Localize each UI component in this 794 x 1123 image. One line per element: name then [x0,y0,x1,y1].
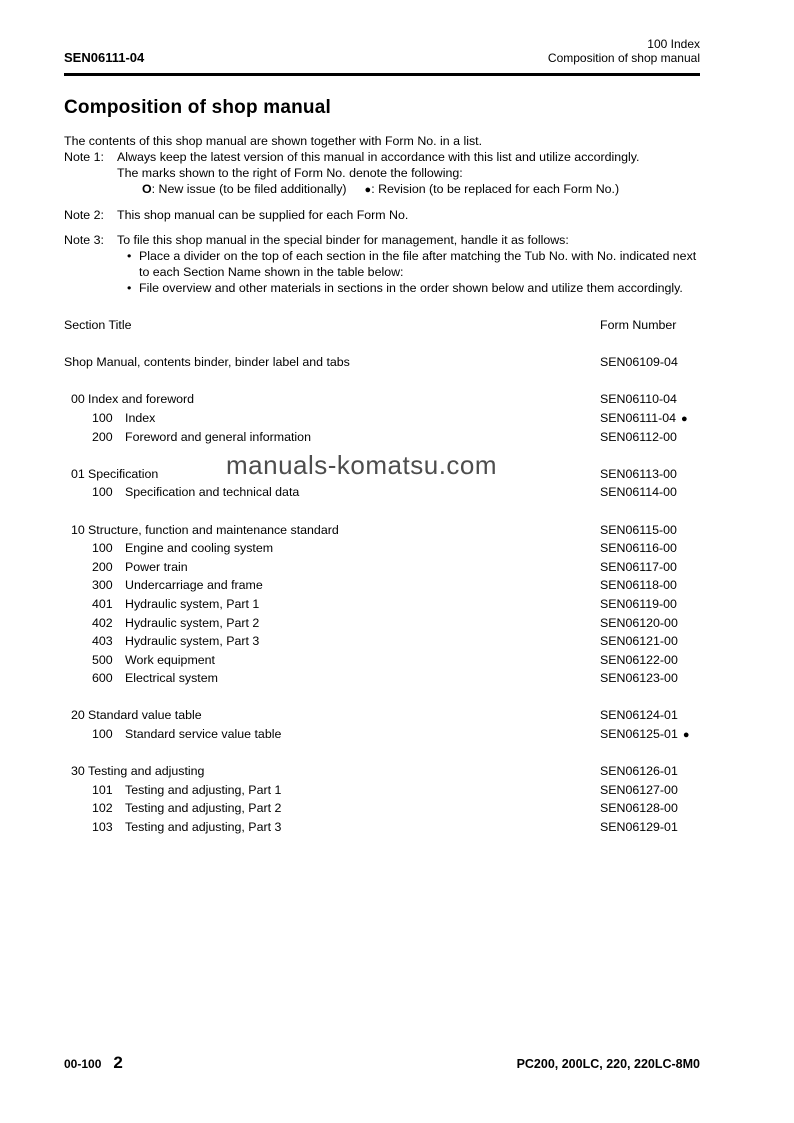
row-section-title: Structure, function and maintenance standard [88,522,339,537]
row-tab-number: 600 [92,671,113,686]
table-body [64,353,700,836]
row-section-title: Specification and technical data [125,485,300,500]
table-row [64,483,700,502]
row-form-number: SEN06109-04 [600,355,678,370]
row-section-title: Index [125,410,156,425]
table-header-row [64,316,700,335]
row-section-title: Foreword and general information [125,429,311,444]
table-row [64,725,700,744]
row-form-number: SEN06117-00 [600,559,677,574]
header-section-line2: Composition of shop manual [547,51,700,65]
row-tab-number: 200 [92,429,113,444]
table-row [64,558,700,577]
row-tab-number: 00 [71,392,85,407]
doc-number: SEN06111-04 [64,50,145,65]
row-form-number: SEN06122-00 [600,652,678,667]
row-section-title: Standard service value table [125,727,282,742]
note-1-line-1: Always keep the latest version of this manual in accordance with this list and utilize accordingly. [117,150,640,164]
row-section-title: Specification [88,466,159,481]
row-form-number: SEN06119-00 [600,596,677,611]
row-tab-number: 402 [92,615,113,630]
row-tab-number: 401 [92,596,113,611]
note-3-body [117,232,700,296]
table-row [64,818,700,837]
note-3 [64,232,700,296]
note-3-bullet-2 [117,280,700,296]
form-marker-legend [117,181,700,198]
row-section-title: Hydraulic system, Part 1 [125,596,260,611]
row-tab-number: 100 [92,727,113,742]
row-section-title: Hydraulic system, Part 3 [125,634,260,649]
row-tab-number: 100 [92,541,113,556]
row-tab-number: 500 [92,652,113,667]
table-row [64,762,700,781]
note-1-label: Note 1: [64,150,104,164]
row-tab-number: 200 [92,559,113,574]
row-tab-number: 100 [92,485,113,500]
row-tab-number: 20 [71,708,85,723]
row-tab-number: 300 [92,578,113,593]
table-row [64,390,700,409]
header-section-info [548,37,700,65]
table-row [64,353,700,372]
row-section-title: Hydraulic system, Part 2 [125,615,260,630]
row-form-number: SEN06114-00 [600,485,677,500]
note-2 [64,207,700,223]
row-tab-number: 100 [92,410,113,425]
row-tab-number: 103 [92,820,113,835]
table-row [64,706,700,725]
row-section-title: Electrical system [125,671,218,686]
row-section-title: Power train [125,559,188,574]
row-section-title: Testing and adjusting [88,764,205,779]
intro-text: The contents of this shop manual are shown together with Form No. in a list. [64,134,483,148]
table-row [64,614,700,633]
revision-marker-icon: ● [681,412,688,425]
header-section-line1: 100 Index [647,37,700,51]
row-section-title: Testing and adjusting, Part 1 [125,782,282,797]
table-row [64,576,700,595]
bullet-text: File overview and other materials in sections in the order shown below and utilize them accordingly. [139,281,683,295]
row-tab-number: 30 [71,764,85,779]
row-form-number: SEN06123-00 [600,671,678,686]
revision-marker-icon: ● [364,184,372,196]
row-form-number: SEN06111-04 ● [600,410,688,425]
new-issue-marker-icon: O [142,182,152,196]
note-3-label: Note 3: [64,233,104,247]
table-row [64,409,700,428]
column-header-section-title: Section Title [64,318,132,332]
row-form-number: SEN06125-01 ● [600,727,690,742]
row-section-title: Standard value table [88,708,202,723]
row-form-number: SEN06110-04 [600,392,677,407]
footer-page-code: 00-100 [64,1057,102,1071]
row-form-number: SEN06115-00 [600,522,677,537]
row-form-number: SEN06118-00 [600,578,677,593]
row-form-number: SEN06112-00 [600,429,677,444]
row-section-title: Index and foreword [88,392,195,407]
row-section-title: Testing and adjusting, Part 3 [125,820,282,835]
note-1 [64,149,700,198]
note-3-bullet-1 [117,248,700,280]
table-row [64,799,700,818]
row-tab-number: 01 [71,466,85,481]
row-tab-number: 102 [92,801,113,816]
new-issue-label: : New issue (to be filed additionally) [151,182,347,196]
row-form-number: SEN06129-01 [600,820,678,835]
footer-page-number: 2 [113,1053,123,1072]
row-section-title: Engine and cooling system [125,541,274,556]
table-row [64,632,700,651]
row-form-number: SEN06127-00 [600,782,678,797]
page-footer [64,1053,700,1073]
note-2-body [117,207,700,223]
table-row [64,781,700,800]
row-tab-number: 10 [71,522,85,537]
revision-marker-icon: ● [682,729,690,742]
footer-left [64,1053,123,1073]
row-section-title: Work equipment [125,652,215,667]
note-1-line-2: The marks shown to the right of Form No. denote the following: [117,166,463,180]
form-number-table [64,316,700,837]
column-header-form-number: Form Number [600,318,677,332]
row-form-number: SEN06124-01 [600,708,678,723]
row-tab-number: 403 [92,634,113,649]
note-1-body [117,149,700,198]
row-form-number: SEN06121-00 [600,634,678,649]
note-3-line-1: To file this shop manual in the special binder for management, handle it as follows: [117,233,569,247]
revision-legend [365,182,620,196]
note-2-line-1: This shop manual can be supplied for each Form No. [117,208,409,222]
table-row [64,651,700,670]
intro-and-notes [64,133,700,296]
revision-label: : Revision (to be replaced for each Form No.) [371,182,620,196]
table-row [64,669,700,688]
row-form-number: SEN06116-00 [600,541,677,556]
row-form-number: SEN06128-00 [600,801,678,816]
page-header [64,0,700,65]
bullet-icon: • [127,249,132,263]
row-form-number: SEN06126-01 [600,764,678,779]
footer-models: PC200, 200LC, 220, 220LC-8M0 [516,1057,700,1071]
note-2-label: Note 2: [64,208,104,222]
table-row [64,539,700,558]
bullet-icon: • [127,281,132,295]
table-row [64,595,700,614]
row-section-title: Testing and adjusting, Part 2 [125,801,282,816]
row-tab-number: 101 [92,782,113,797]
table-row [64,521,700,540]
watermark: manuals-komatsu.com [226,450,498,480]
row-form-number: SEN06120-00 [600,615,678,630]
bullet-text: Place a divider on the top of each section in the file after matching the Tub No. with No. indicated next to each Section Name shown in the table below: [139,249,697,279]
page-title: Composition of shop manual [64,97,331,118]
header-rule [64,73,700,76]
row-form-number: SEN06113-00 [600,466,677,481]
row-section-title: Undercarriage and frame [125,578,263,593]
row-section-title: Shop Manual, contents binder, binder label and tabs [64,355,350,370]
page-content [64,0,700,837]
table-row [64,428,700,447]
